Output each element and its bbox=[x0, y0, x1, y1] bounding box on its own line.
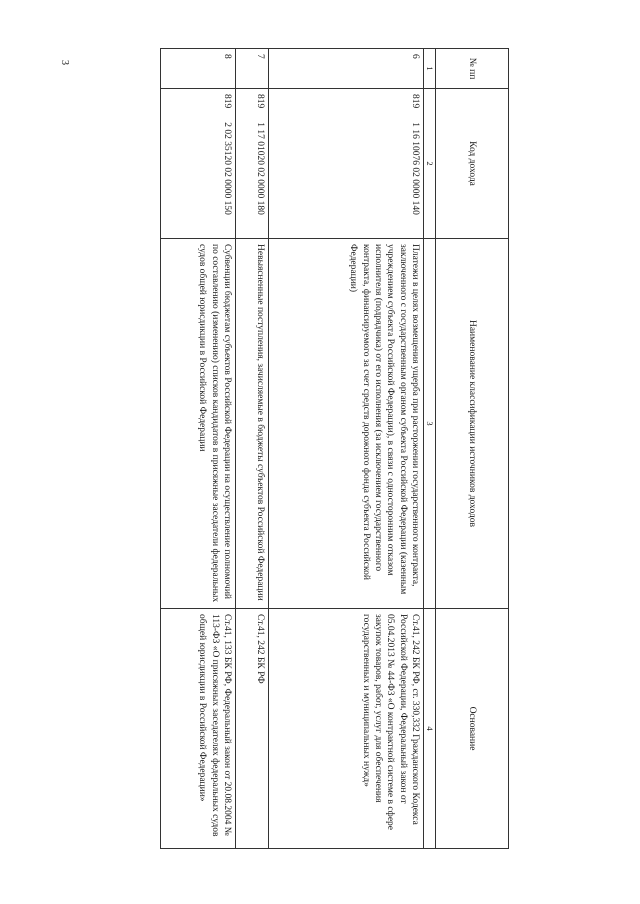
header-code: Код дохода bbox=[436, 89, 509, 239]
row-number: 8 bbox=[160, 49, 235, 89]
basis-cell: Ст.41, 242 БК РФ, ст. 330,332 Гражданского Кодекса Российской Федерации, Федеральный закон от 05.04.2013 № 44-ФЗ «О контрактной системе в сфере закупок товаров, работ, услуг для обеспечения государственных и муниципальных нужд» bbox=[268, 609, 423, 849]
income-name-cell: Невыясненные поступления, зачисляемые в бюджеты субъектов Российской Федерации bbox=[235, 239, 268, 609]
table-index-row bbox=[423, 49, 435, 849]
income-code-cell bbox=[235, 89, 268, 239]
income-code: 2 02 35120 02 0000 150 bbox=[221, 122, 232, 215]
admin-code: 819 bbox=[221, 94, 232, 109]
row-number: 6 bbox=[268, 49, 423, 89]
page-number: 3 bbox=[59, 60, 70, 65]
table-row bbox=[268, 49, 423, 849]
index-cell: 1 bbox=[423, 49, 435, 89]
table-row bbox=[235, 49, 268, 849]
income-code-cell bbox=[160, 89, 235, 239]
row-number: 7 bbox=[235, 49, 268, 89]
rotated-table-sheet bbox=[100, 48, 509, 848]
table-header-row bbox=[436, 49, 509, 849]
income-code-cell bbox=[268, 89, 423, 239]
index-cell: 2 bbox=[423, 89, 435, 239]
index-cell: 3 bbox=[423, 239, 435, 609]
admin-code: 819 bbox=[409, 94, 420, 109]
income-name-cell: Субвенции бюджетам субъектов Российской Федерации на осуществление полномочий по составлению (изменению) списков кандидатов в присяжные заседатели федеральных судов общей юрисдикции в Российской Федерации bbox=[160, 239, 235, 609]
income-code: 1 16 10076 02 0000 140 bbox=[409, 122, 420, 215]
basis-cell: Ст.41, 133 БК РФ, Федеральный закон от 20.08.2004 № 113-ФЗ «О присяжных заседателях федеральных судов общей юрисдикции в Российской Федерации» bbox=[160, 609, 235, 849]
income-name-cell: Платежи в целях возмещения ущерба при расторжении государственного контракта, заключенного с государственным органом субъекта Российской Федерации (казенным учреждением субъекта Российской Федерации), в связи с односторонним отказом исполнителя (подрядчика) от его исполнения (за исключением государственного контракта, финансируемого за счет средств дорожного фонда субъекта Российской Федерации) bbox=[268, 239, 423, 609]
index-cell: 4 bbox=[423, 609, 435, 849]
header-basis: Основание bbox=[436, 609, 509, 849]
income-code: 1 17 01020 02 0000 180 bbox=[254, 122, 265, 215]
income-sources-table bbox=[160, 48, 509, 849]
table-row bbox=[160, 49, 235, 849]
header-name: Наименование классификации источников доходов bbox=[436, 239, 509, 609]
header-num: № пп bbox=[436, 49, 509, 89]
admin-code: 819 bbox=[254, 94, 265, 109]
basis-cell: Ст.41, 242 БК РФ bbox=[235, 609, 268, 849]
